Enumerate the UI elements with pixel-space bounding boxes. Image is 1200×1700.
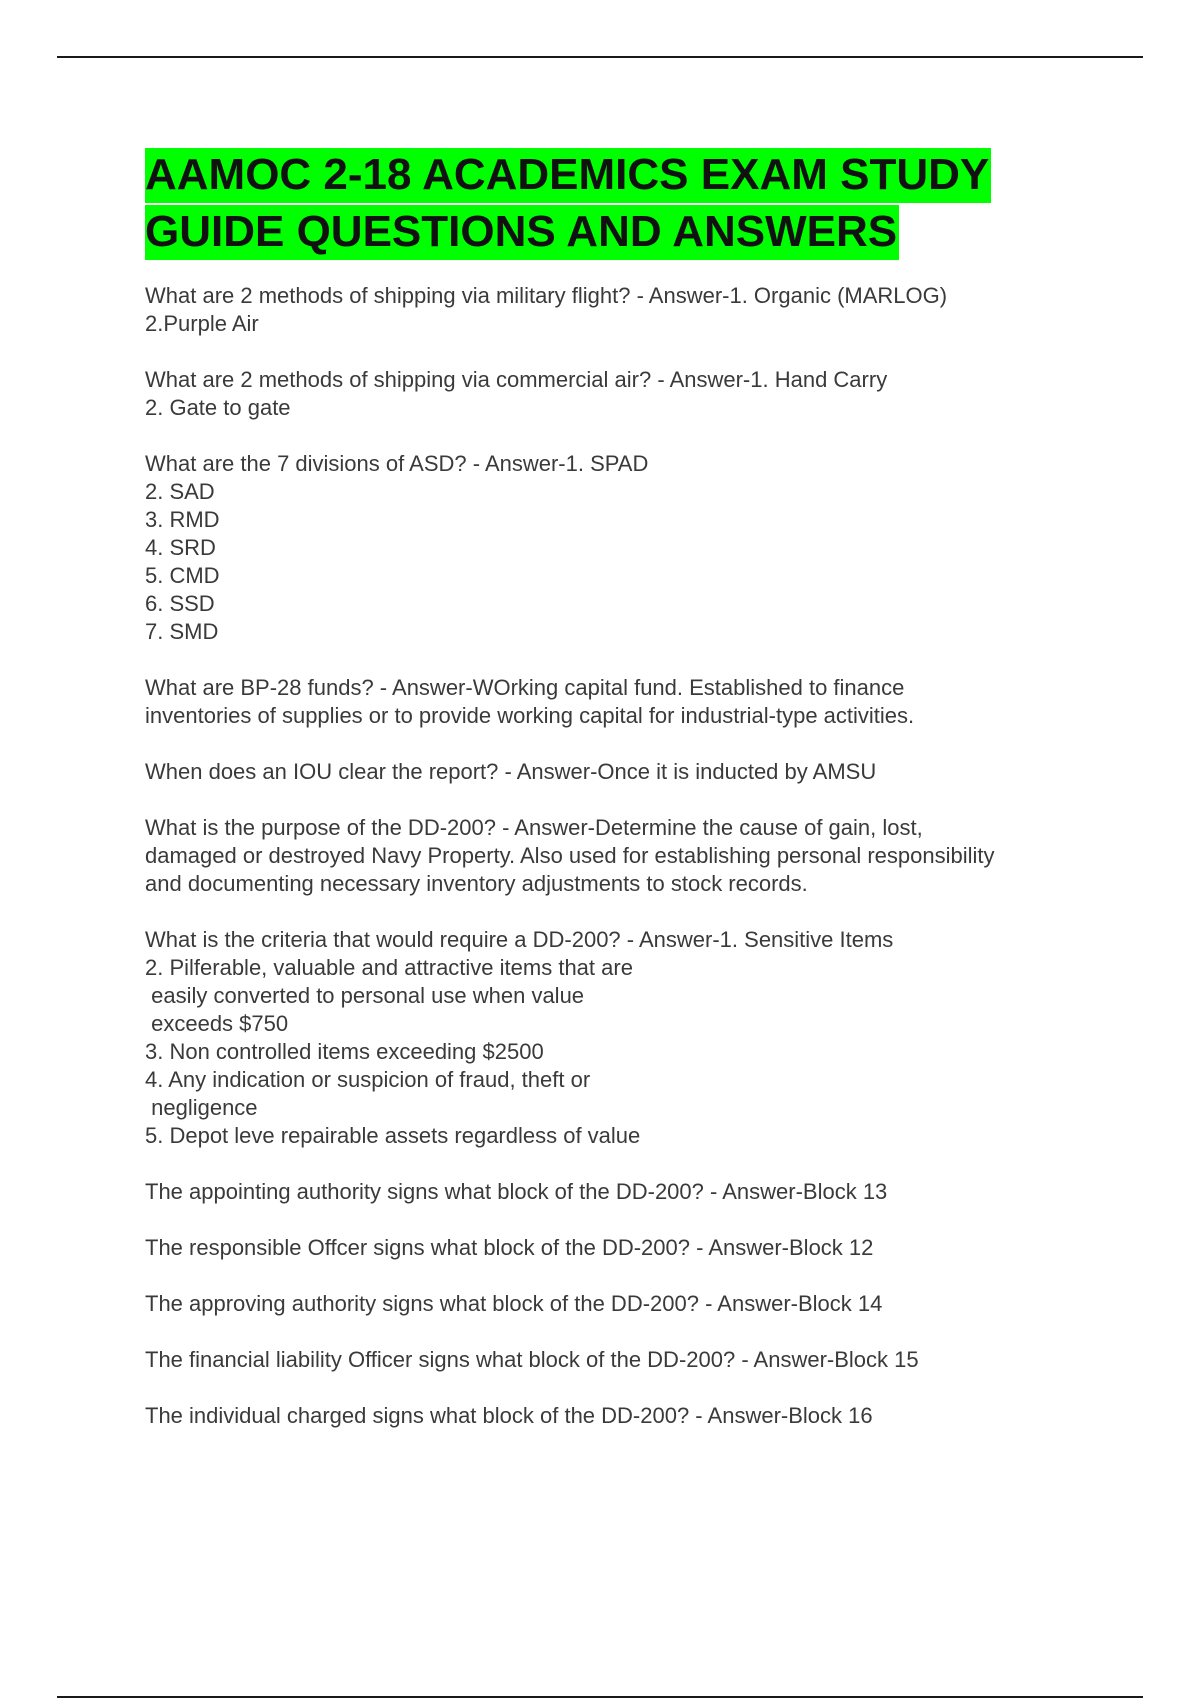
qa-line: The responsible Offcer signs what block of the DD-200? - Answer-Block 12	[145, 1235, 874, 1260]
qa-line: What is the criteria that would require a DD-200? - Answer-1. Sensitive Items	[145, 927, 894, 952]
qa-line: The individual charged signs what block of the DD-200? - Answer-Block 16	[145, 1403, 873, 1428]
qa-item	[145, 1234, 1105, 1262]
bottom-rule	[57, 1696, 1143, 1698]
qa-line: 4. Any indication or suspicion of fraud, theft or	[145, 1067, 591, 1092]
qa-line: 2. Pilferable, valuable and attractive items that are	[145, 955, 633, 980]
qa-line: 3. RMD	[145, 507, 220, 532]
qa-item	[145, 1178, 1105, 1206]
qa-line: 5. CMD	[145, 563, 220, 588]
qa-line: What are 2 methods of shipping via commercial air? - Answer-1. Hand Carry	[145, 367, 888, 392]
qa-line: exceeds $750	[145, 1011, 289, 1036]
qa-line: inventories of supplies or to provide working capital for industrial-type activities.	[145, 703, 915, 728]
qa-item	[145, 1346, 1105, 1374]
qa-line: What are 2 methods of shipping via military flight? - Answer-1. Organic (MARLOG)	[145, 283, 948, 308]
top-rule	[57, 56, 1143, 58]
qa-item	[145, 366, 1105, 422]
qa-line: damaged or destroyed Navy Property. Also used for establishing personal responsibility	[145, 843, 995, 868]
qa-line: 3. Non controlled items exceeding $2500	[145, 1039, 544, 1064]
qa-line: easily converted to personal use when value	[145, 983, 585, 1008]
qa-line: What are BP-28 funds? - Answer-WOrking capital fund. Established to finance	[145, 675, 905, 700]
qa-line: When does an IOU clear the report? - Answer-Once it is inducted by AMSU	[145, 759, 877, 784]
qa-line: The approving authority signs what block of the DD-200? - Answer-Block 14	[145, 1291, 883, 1316]
qa-item	[145, 814, 1105, 898]
qa-line: 4. SRD	[145, 535, 216, 560]
qa-line: 2.Purple Air	[145, 311, 259, 336]
qa-line: The financial liability Officer signs what block of the DD-200? - Answer-Block 15	[145, 1347, 919, 1372]
qa-line: 2. SAD	[145, 479, 215, 504]
qa-item	[145, 1290, 1105, 1318]
qa-line: 2. Gate to gate	[145, 395, 291, 420]
qa-item	[145, 1402, 1105, 1430]
qa-item	[145, 926, 1105, 1150]
qa-item	[145, 282, 1105, 338]
qa-line: What is the purpose of the DD-200? - Answer-Determine the cause of gain, lost,	[145, 815, 923, 840]
qa-item	[145, 674, 1105, 730]
qa-line: 6. SSD	[145, 591, 215, 616]
page-title	[145, 146, 1105, 260]
qa-line: The appointing authority signs what block of the DD-200? - Answer-Block 13	[145, 1179, 888, 1204]
qa-item	[145, 758, 1105, 786]
qa-line: and documenting necessary inventory adjustments to stock records.	[145, 871, 808, 896]
qa-line: 7. SMD	[145, 619, 219, 644]
qa-item	[145, 450, 1105, 646]
qa-line: What are the 7 divisions of ASD? - Answer-1. SPAD	[145, 451, 649, 476]
qa-line: negligence	[145, 1095, 258, 1120]
title-line-2: GUIDE QUESTIONS AND ANSWERS	[145, 205, 899, 260]
qa-line: 5. Depot leve repairable assets regardless of value	[145, 1123, 641, 1148]
document-body	[145, 146, 1105, 1458]
title-line-1: AAMOC 2-18 ACADEMICS EXAM STUDY	[145, 148, 991, 203]
qa-list	[145, 282, 1105, 1430]
